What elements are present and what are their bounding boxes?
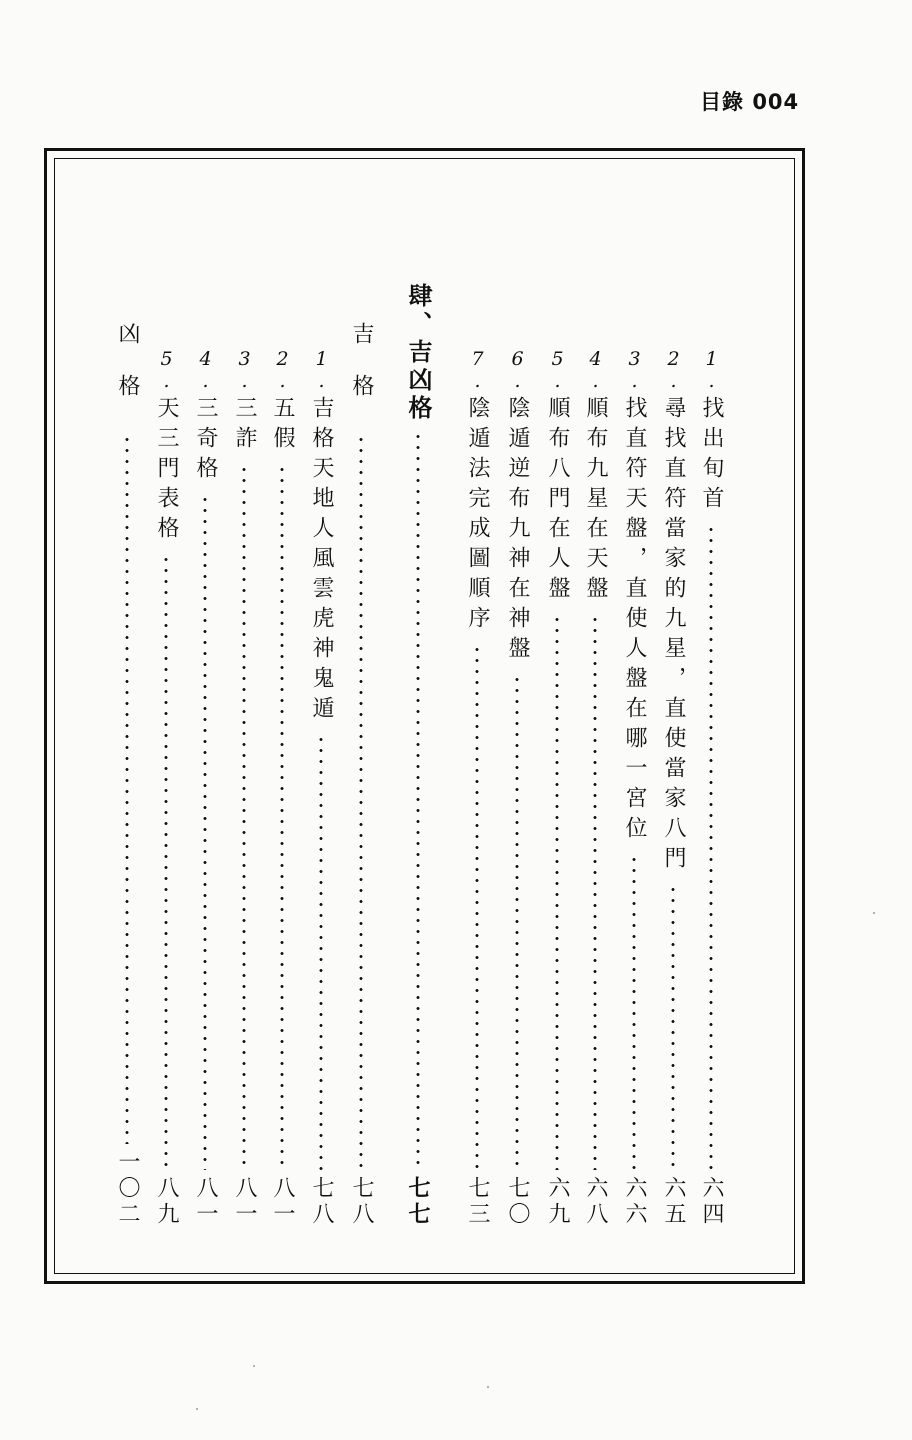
- scan-speck: [487, 1386, 489, 1388]
- entry-title: 陰遁法完成圖順序: [465, 396, 490, 636]
- toc-entry-5[interactable]: [540, 348, 574, 1228]
- chapter-title: 肆、吉凶格: [404, 283, 433, 423]
- dot-leader: [416, 431, 420, 1170]
- toc-entry-ji-4[interactable]: [188, 348, 222, 1228]
- header-label: 目錄: [700, 90, 744, 114]
- entry-page: 六六: [622, 1176, 647, 1228]
- entry-number: 6.: [506, 348, 529, 392]
- entry-number: 2.: [662, 348, 685, 392]
- entry-page: 七三: [465, 1176, 490, 1228]
- toc-entry-2[interactable]: [656, 348, 690, 1228]
- dot-leader: [555, 614, 559, 1170]
- toc-entry-1[interactable]: [694, 348, 728, 1228]
- dot-leader: [203, 494, 207, 1170]
- entry-title: 找出旬首: [699, 396, 724, 516]
- dot-leader: [475, 644, 479, 1170]
- dot-leader: [632, 854, 636, 1170]
- scan-speck: [253, 1365, 255, 1367]
- entry-number: 4.: [584, 348, 607, 392]
- toc-entry-ji-2[interactable]: [265, 348, 299, 1228]
- toc-entry-ji-5[interactable]: [149, 348, 183, 1228]
- toc-entry-3[interactable]: [617, 348, 651, 1228]
- entry-number: 7.: [466, 348, 489, 392]
- entry-number: 5.: [155, 348, 178, 392]
- toc-section-ji[interactable]: [344, 322, 378, 1228]
- scan-speck: [873, 912, 875, 914]
- dot-leader: [671, 884, 675, 1170]
- entry-page: 六五: [661, 1176, 686, 1228]
- entry-number: 1.: [700, 348, 723, 392]
- section-page: 一〇二: [115, 1150, 140, 1228]
- entry-number: 2.: [271, 348, 294, 392]
- section-title: 吉格: [349, 322, 374, 426]
- entry-title: 五假: [270, 396, 295, 456]
- entry-page: 七八: [309, 1176, 334, 1228]
- entry-page: 八一: [232, 1176, 257, 1228]
- toc-entry-ji-3[interactable]: [227, 348, 261, 1228]
- entry-title: 找直符天盤，直使人盤在哪一宮位: [622, 396, 647, 846]
- dot-leader: [242, 464, 246, 1170]
- entry-title: 三詐: [232, 396, 257, 456]
- page-header: [700, 86, 799, 116]
- toc-entry-ji-1[interactable]: [304, 348, 338, 1228]
- entry-title: 尋找直符當家的九星，直使當家八門: [661, 396, 686, 876]
- entry-title: 順布八門在人盤: [545, 396, 570, 606]
- dot-leader: [359, 434, 363, 1170]
- entry-number: 4.: [194, 348, 217, 392]
- chapter-page: 七七: [405, 1176, 431, 1228]
- entry-number: 5.: [546, 348, 569, 392]
- dot-leader: [280, 464, 284, 1170]
- section-page: 七八: [349, 1176, 374, 1228]
- dot-leader: [319, 734, 323, 1170]
- entry-page: 六四: [699, 1176, 724, 1228]
- toc-section-xiong[interactable]: [110, 322, 144, 1228]
- entry-title: 順布九星在天盤: [583, 396, 608, 606]
- entry-page: 八九: [154, 1176, 179, 1228]
- toc-entry-4[interactable]: [578, 348, 612, 1228]
- entry-page: 六九: [545, 1176, 570, 1228]
- entry-title: 天三門表格: [154, 396, 179, 546]
- dot-leader: [164, 554, 168, 1170]
- entry-number: 3.: [233, 348, 256, 392]
- toc-chapter-4[interactable]: [401, 283, 435, 1228]
- section-title: 凶格: [115, 322, 140, 426]
- dot-leader: [125, 434, 129, 1144]
- entry-page: 六八: [583, 1176, 608, 1228]
- entry-title: 陰遁逆布九神在神盤: [505, 396, 530, 666]
- entry-number: 1.: [310, 348, 333, 392]
- dot-leader: [515, 674, 519, 1170]
- header-page-number: 004: [752, 90, 800, 114]
- toc-entry-6[interactable]: [500, 348, 534, 1228]
- entry-page: 八一: [270, 1176, 295, 1228]
- entry-title: 三奇格: [193, 396, 218, 486]
- dot-leader: [593, 614, 597, 1170]
- entry-page: 七〇: [505, 1176, 530, 1228]
- entry-title: 吉格天地人風雲虎神鬼遁: [309, 396, 334, 726]
- entry-page: 八一: [193, 1176, 218, 1228]
- scan-speck: [196, 1408, 198, 1410]
- entry-number: 3.: [623, 348, 646, 392]
- toc-entry-7[interactable]: [460, 348, 494, 1228]
- dot-leader: [709, 524, 713, 1170]
